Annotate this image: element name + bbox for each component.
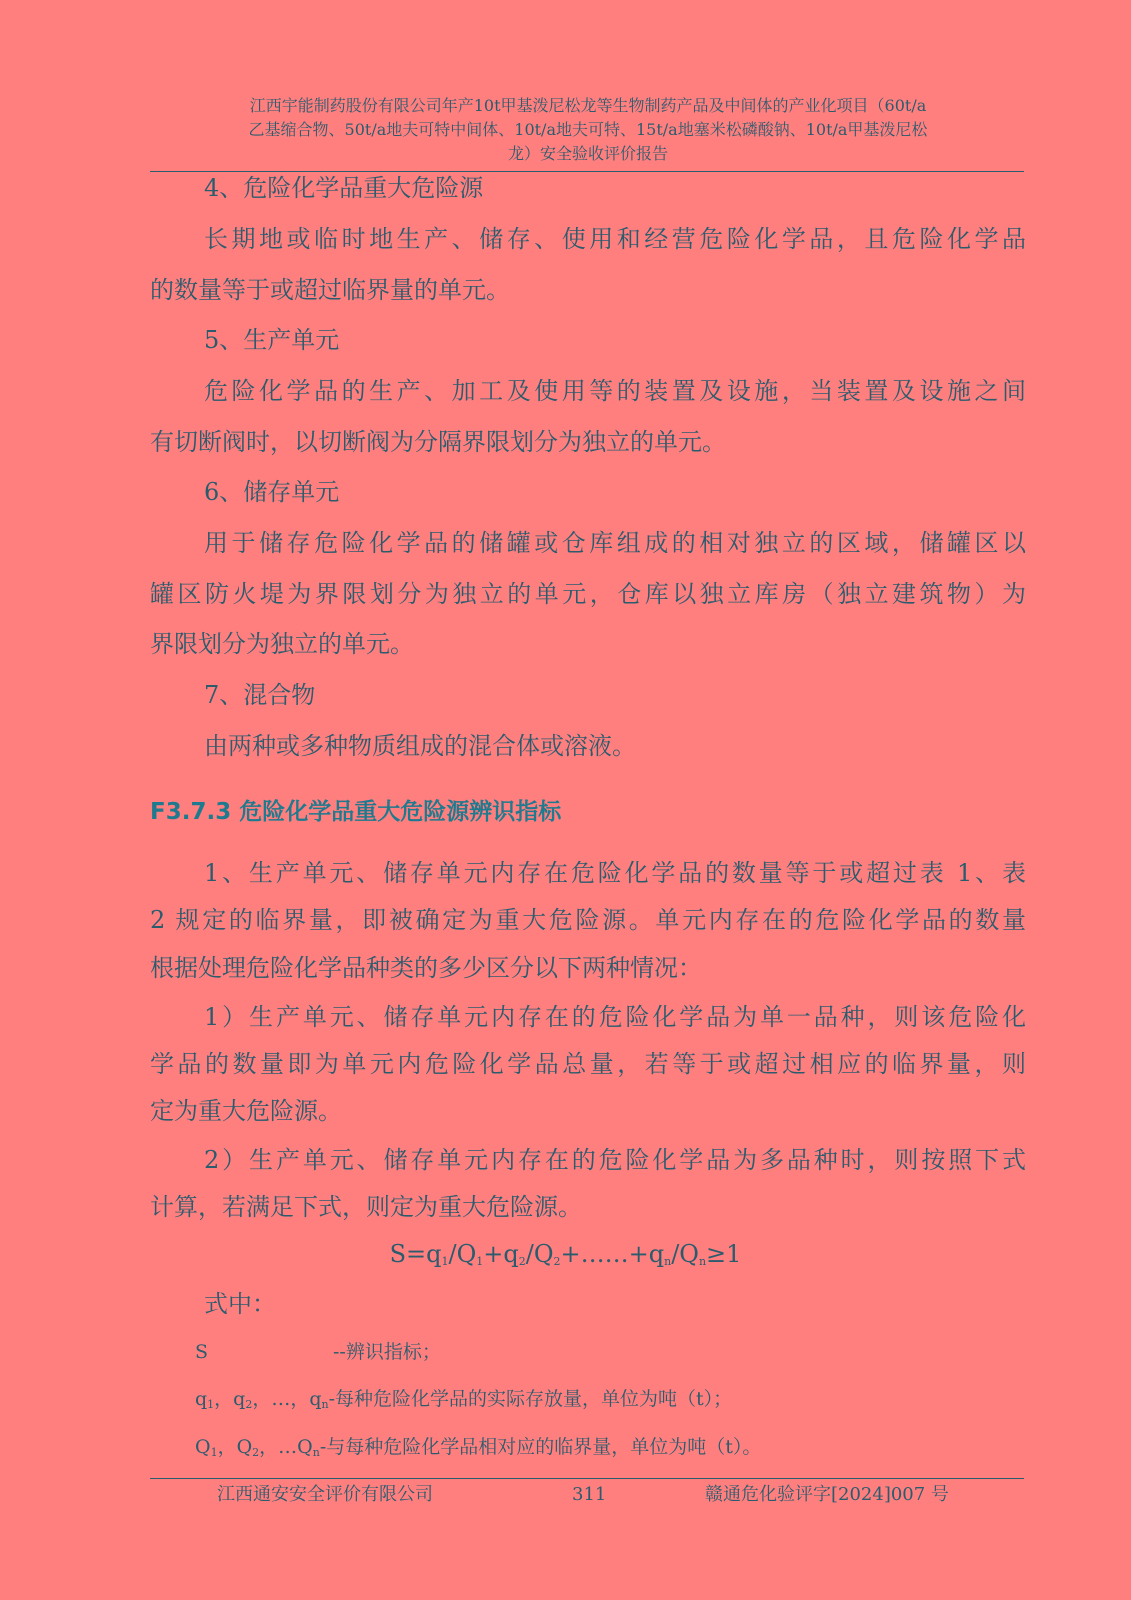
section-heading: F3.7.3 危险化学品重大危险源辨识指标 xyxy=(150,799,562,825)
formula-subscript: n xyxy=(664,1255,672,1268)
identification-formula xyxy=(0,1239,1131,1277)
paragraph-2-line-1: 1）生产单元、储存单元内存在的危险化学品为单一品种，则该危险化 xyxy=(204,1003,1026,1031)
def-Q-part: ，…Q xyxy=(259,1436,313,1458)
paragraph-1-line-3: 根据处理危险化学品种类的多少区分以下两种情况： xyxy=(150,954,702,982)
item-6-text-line-1: 用于储存危险化学品的储罐或仓库组成的相对独立的区域，储罐区以 xyxy=(204,529,1026,557)
item-4-text-line-2: 的数量等于或超过临界量的单元。 xyxy=(150,276,510,304)
footer-page-number: 311 xyxy=(572,1484,607,1505)
header-title-line-1: 江西宇能制药股份有限公司年产10t甲基泼尼松龙等生物制药产品及中间体的产业化项目（60t/a xyxy=(249,96,927,115)
paragraph-3-line-1: 2）生产单元、储存单元内存在的危险化学品为多品种时，则按照下式 xyxy=(204,1146,1026,1174)
footer-company: 江西通安安全评价有限公司 xyxy=(217,1484,433,1505)
item-7-title: 7、混合物 xyxy=(204,681,316,709)
def-q-subscript: n xyxy=(321,1398,329,1411)
def-Q-subscript: n xyxy=(312,1446,320,1459)
def-q-part: ，…，q xyxy=(252,1388,322,1410)
def-q-description: -每种危险化学品的实际存放量，单位为吨（t）； xyxy=(328,1388,733,1410)
item-4-title: 4、危险化学品重大危险源 xyxy=(204,174,484,202)
paragraph-1-line-2: 2 规定的临界量，即被确定为重大危险源。单元内存在的危险化学品的数量 xyxy=(150,906,1026,934)
report-header xyxy=(150,94,1026,166)
formula-part: S=q xyxy=(389,1240,442,1268)
header-divider xyxy=(150,171,1024,172)
formula-part: +q xyxy=(483,1240,519,1268)
footer-divider xyxy=(150,1478,1024,1479)
item-5-title: 5、生产单元 xyxy=(204,326,340,354)
def-Q-subscript: 1 xyxy=(210,1446,218,1459)
def-Q-part: Q xyxy=(195,1436,211,1458)
formula-subscript: 1 xyxy=(476,1255,484,1268)
paragraph-1-line-1: 1、生产单元、储存单元内存在危险化学品的数量等于或超过表 1、表 xyxy=(204,859,1026,887)
def-Q-description: -与每种危险化学品相对应的临界量，单位为吨（t）。 xyxy=(319,1436,762,1458)
definition-s-symbol: S xyxy=(195,1341,209,1363)
paragraph-2-line-2: 学品的数量即为单元内危险化学品总量，若等于或超过相应的临界量，则 xyxy=(150,1050,1026,1078)
formula-part: /Q xyxy=(448,1240,477,1268)
formula-subscript: n xyxy=(698,1255,707,1268)
header-title-line-2: 乙基缩合物、50t/a地夫可特中间体、10t/a地夫可特、15t/a地塞米松磷酸钠、10t/a甲基泼尼松 xyxy=(248,120,928,139)
item-7-text: 由两种或多种物质组成的混合体或溶液。 xyxy=(204,732,636,760)
item-4-text-line-1: 长期地或临时地生产、储存、使用和经营危险化学品，且危险化学品 xyxy=(204,225,1026,253)
item-6-text-line-2: 罐区防火堤为界限划分为独立的单元，仓库以独立库房（独立建筑物）为 xyxy=(150,580,1026,608)
paragraph-2-line-3: 定为重大危险源。 xyxy=(150,1097,342,1125)
definition-q xyxy=(195,1384,1071,1420)
item-5-text-line-2: 有切断阀时，以切断阀为分隔界限划分为独立的单元。 xyxy=(150,428,726,456)
def-q-subscript: 1 xyxy=(207,1398,215,1411)
formula-part: ≥1 xyxy=(706,1240,742,1268)
formula-subscript: 2 xyxy=(518,1255,526,1268)
paragraph-3-line-2: 计算，若满足下式，则定为重大危险源。 xyxy=(150,1193,582,1221)
def-Q-subscript: 2 xyxy=(252,1446,260,1459)
def-q-part: q xyxy=(195,1388,208,1410)
formula-subscript: 1 xyxy=(441,1255,449,1268)
def-q-part: ，q xyxy=(214,1388,246,1410)
formula-part: /Q xyxy=(671,1240,699,1268)
definition-s-description: --辨识指标； xyxy=(333,1341,441,1363)
footer-document-number: 赣通危化验评字[2024]007 号 xyxy=(705,1484,949,1505)
formula-subscript: 2 xyxy=(553,1255,561,1268)
formula-part: /Q xyxy=(525,1240,554,1268)
formula-part: +……+q xyxy=(560,1240,665,1268)
where-label: 式中： xyxy=(204,1290,276,1318)
header-title-line-3: 龙）安全验收评价报告 xyxy=(507,144,668,163)
item-5-text-line-1: 危险化学品的生产、加工及使用等的装置及设施，当装置及设施之间 xyxy=(204,377,1026,405)
item-6-text-line-3: 界限划分为独立的单元。 xyxy=(150,630,414,658)
def-Q-part: ，Q xyxy=(217,1436,253,1458)
def-q-subscript: 2 xyxy=(245,1398,253,1411)
item-6-title: 6、储存单元 xyxy=(204,478,340,506)
definition-Q xyxy=(195,1432,1071,1468)
